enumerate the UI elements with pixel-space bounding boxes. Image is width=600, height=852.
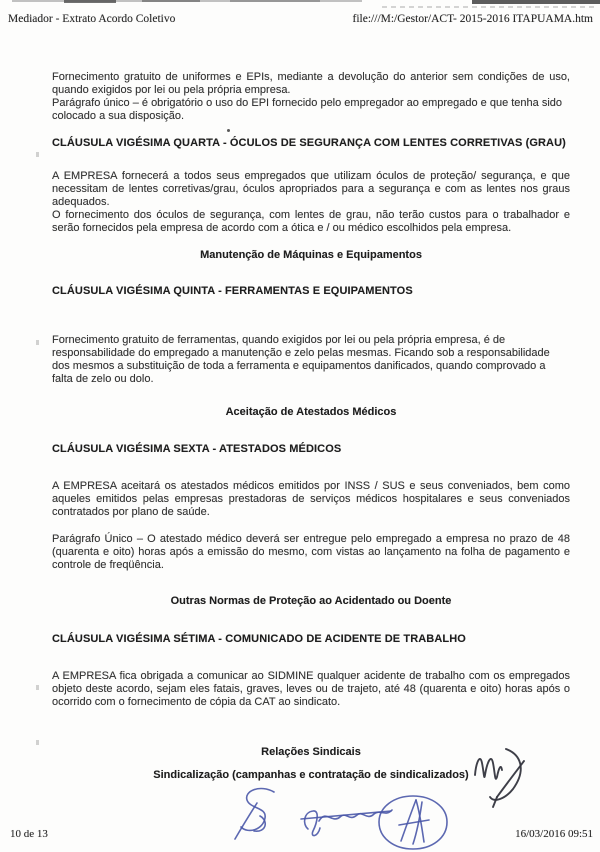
section-heading-aceitacao: Aceitação de Atestados Médicos (225, 406, 397, 418)
paragraph-atestados: A EMPRESA aceitará os atestados médicos emitidos por INSS / SUS e seus conveniados, bem como aqueles emitidos pelas empresas prestadoras de serviços médicos hospitalares e seus conveniados contratados por plano de saúde. (52, 480, 570, 518)
scan-artifact-bar (12, 0, 362, 2)
scan-margin-speck (36, 340, 39, 345)
paragraph-oculos-2: O fornecimento dos óculos de segurança, com lentes de grau, não terão custos para o trabalhador e serão fornecidos pela empresa de acordo com a ótica e / ou médico escolhidos pela empresa. (52, 209, 570, 234)
paragraph-oculos (52, 170, 570, 235)
paragraph-ferramentas: Fornecimento gratuito de ferramentas, quando exigidos por lei ou pela própria empresa, é de responsabilidade do empregado a manutenção e zelo pelas mesmas. Ficando sob a responsabilidade dos mesmos a substituição de toda a ferramenta e equipamentos danificados, quando comprovado a falta de zelo ou dolo. (52, 334, 550, 385)
section-heading-sindicalizacao: Sindicalização (campanhas e contratação de sindicalizados) (153, 769, 469, 781)
paragraph-cat: A EMPRESA fica obrigada a comunicar ao SIDMINE qualquer acidente de trabalho com os empregados objeto deste acordo, sejam eles fatais, graves, leves ou de trajeto, até 48 (quarenta e oito) horas após o ocorrido com o fornecimento de cópia da CAT ao sindicato. (52, 670, 570, 708)
signature-ink-flourish (232, 784, 284, 842)
scan-artifact-bar (230, 0, 320, 2)
scan-artifact-bar (142, 0, 200, 2)
scan-margin-speck (36, 685, 39, 690)
paragraph-epi-text: Fornecimento gratuito de uniformes e EPIs, mediante a devolução do anterior sem condições de uso, quando exigidos por lei ou pela própria empresa. (52, 71, 570, 96)
clause-26-heading: CLÁUSULA VIGÉSIMA SEXTA - ATESTADOS MÉDICOS (52, 443, 342, 455)
paragraph-oculos-1: A EMPRESA fornecerá a todos seus empregados que utilizam óculos de proteção/ segurança, e que necessitam de lentes corretivas/grau, óculos apropriados para a segurança e com as lentes nos graus adequados. (52, 170, 570, 208)
scan-artifact-specks (382, 6, 596, 8)
clause-25-heading: CLÁUSULA VIGÉSIMA QUINTA - FERRAMENTAS E EQUIPAMENTOS (52, 285, 413, 297)
paragraph-epi (52, 71, 570, 123)
scan-margin-speck (36, 152, 39, 157)
scan-ink-dot (227, 129, 230, 132)
print-header-title: Mediador - Extrato Acordo Coletivo (8, 13, 176, 25)
scan-artifact-bar (472, 0, 600, 4)
paragraph-atestados-unico: Parágrafo Único – O atestado médico deverá ser entregue pelo empregado a empresa no prazo de 48 (quarenta e oito) horas após a emissão do mesmo, com vistas ao lançamento na folha de pagamento e controle de freqüência. (52, 533, 570, 571)
signature-ink-dark (468, 743, 540, 815)
section-heading-outras-normas: Outras Normas de Proteção ao Acidentado ou Doente (170, 595, 452, 607)
print-footer-page-number: 10 de 13 (10, 828, 48, 840)
scan-margin-speck (36, 740, 39, 745)
scan-artifact-bar (64, 0, 116, 3)
clause-24-heading: CLÁUSULA VIGÉSIMA QUARTA - ÓCULOS DE SEGURANÇA COM LENTES CORRETIVAS (GRAU) (52, 137, 566, 149)
paragraph-epi-unico: Parágrafo único – é obrigatório o uso do EPI fornecido pelo empregador ao empregado e que tenha sido colocado a sua disposição. (52, 97, 563, 122)
section-heading-relacoes: Relações Sindicais (261, 746, 361, 758)
clause-27-heading: CLÁUSULA VIGÉSIMA SÉTIMA - COMUNICADO DE ACIDENTE DE TRABALHO (52, 633, 466, 645)
section-heading-manutencao: Manutenção de Máquinas e Equipamentos (200, 249, 422, 261)
print-header-file-path: file:///M:/Gestor/ACT- 2015-2016 ITAPUAMA.htm (352, 13, 593, 25)
print-footer-timestamp: 16/03/2016 09:51 (515, 828, 593, 840)
signature-ink-oval (376, 793, 450, 852)
